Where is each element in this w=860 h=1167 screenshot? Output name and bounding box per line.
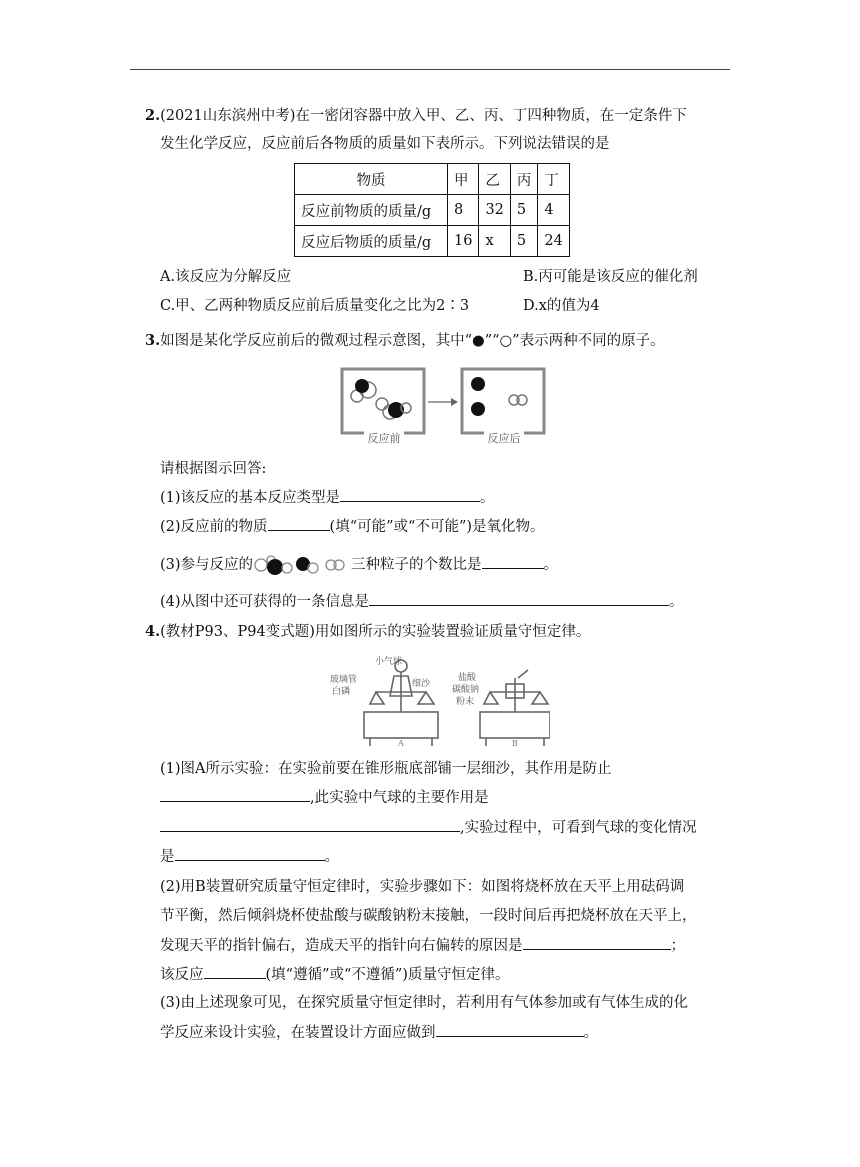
q3-answer-blank-1[interactable] [340,487,480,502]
q3-sub2-end: (填“可能”或“不可能”)是氧化物。 [329,519,545,535]
q2-option-d[interactable]: D.x的值为4 [523,298,600,314]
q2-line1 [145,106,687,126]
q3-sub4-end: 。 [669,594,684,610]
q2-option-c[interactable]: C.甲、乙两种物质反应前后质量变化之比为2∶3 [160,298,470,314]
q3-sub1-end: 。 [480,490,495,506]
table-header-cell: 丙 [510,164,538,195]
apparatus-a [364,660,438,746]
q3-sub3-end: 。 [543,557,559,573]
particle-icons [253,552,351,578]
table-cell: 反应前物质的质量/g [295,195,448,226]
q2-mass-table [294,163,570,257]
table-row [295,164,570,195]
table-header-cell: 甲 [448,164,479,195]
q3-stem-line [145,331,665,351]
table-cell: 5 [510,226,538,257]
before-reaction-box [342,369,424,445]
q3-sub3-text: (3)参与反应的 [160,557,254,573]
label-sodium-carbonate: 碳酸钠 [452,685,480,695]
q4-p1-line4-text: 是 [160,849,175,865]
q4-number: 4. [145,623,161,640]
q4-p3-line2-text: 学反应来设计实验，在装置设计方面应做到 [160,1025,436,1041]
table-cell: 4 [538,195,569,226]
after-label: 反应后 [487,432,521,445]
table-header-cell: 丁 [538,164,569,195]
q4-p2-line4-text: 该反应 [160,967,204,983]
table-row [295,226,570,257]
q2-option-b[interactable]: B.丙可能是该反应的催化剂 [523,269,698,285]
label-glass-tube: 玻璃管 [330,675,358,685]
q4-p1-line2 [160,787,489,808]
q4-answer-blank-6[interactable] [436,1022,584,1037]
q4-answer-blank-5[interactable] [204,964,266,979]
q4-p1-line3 [160,817,697,838]
q4-p2-line2: 节平衡，然后倾斜烧杯使盐酸与碳酸钠粉末接触，一段时间后再把烧杯放在天平上， [160,908,697,924]
balance-apparatus-figure [330,656,550,748]
table-header-cell: 乙 [479,164,510,195]
table-row [295,195,570,226]
q4-stem-line [145,622,590,642]
q4-answer-blank-1[interactable] [160,787,310,802]
q4-p2-line3 [160,935,685,956]
q4-p1-line4-end: 。 [324,849,339,865]
q3-answer-blank-4[interactable] [369,591,669,606]
label-b: B [512,739,518,748]
label-balloon: 小气球 [375,657,403,667]
q3-sub4-text: (4)从图中还可获得的一条信息是 [160,594,370,610]
q3-sub1-text: (1)该反应的基本反应类型是 [160,490,341,506]
table-cell: 5 [510,195,538,226]
label-hydrochloric-acid: 盐酸 [458,673,477,683]
label-powder: 粉末 [456,697,475,707]
apparatus-b [480,670,550,746]
q4-p1-line3-text: ,实验过程中，可看到气球的变化情况 [460,820,697,836]
q3-sub2-text: (2)反应前的物质 [160,519,268,535]
q4-p2-line3-text: 发现天平的指针偏右，造成天平的指针向右偏转的原因是 [160,938,523,954]
q3-sub1 [160,487,495,508]
q4-p3-line2 [160,1022,598,1043]
table-cell: 24 [538,226,569,257]
q3-sub4 [160,591,684,612]
q4-p2-line4 [160,964,509,985]
q4-stem: (教材P93、P94变式题)用如图所示的实验装置验证质量守恒定律。 [160,624,591,640]
q2-stem-1: (2021山东滨州中考)在一密闭容器中放入甲、乙、丙、丁四种物质，在一定条件下 [160,108,687,124]
after-reaction-box [462,369,544,445]
q4-p2-line4-end: (填“遵循”或“不遵循”)质量守恒定律。 [265,967,510,983]
table-cell: x [479,226,510,257]
q4-p3-line2-end: 。 [583,1025,598,1041]
q4-answer-blank-4[interactable] [523,935,671,950]
q4-p2-line3-end: ； [670,938,685,954]
q3-sub2 [160,516,545,537]
q4-p1-line2-text: ,此实验中气球的主要作用是 [310,790,489,806]
before-label: 反应前 [367,432,401,445]
table-cell: 32 [479,195,510,226]
reaction-arrow [428,398,458,406]
q4-p2-line1: (2)用B装置研究质量守恒定律时，实验步骤如下：如图将烧杯放在天平上用砝码调 [160,879,685,895]
q2-number: 2. [145,107,161,124]
table-cell: 反应后物质的质量/g [295,226,448,257]
table-cell: 8 [448,195,479,226]
q3-prompt: 请根据图示回答: [160,461,267,477]
table-cell: 16 [448,226,479,257]
q4-answer-blank-3[interactable] [175,846,325,861]
q3-number: 3. [145,332,161,349]
q3-answer-blank-3[interactable] [482,554,544,569]
q4-p1-line4 [160,846,339,867]
table-header-cell: 物质 [295,164,448,195]
q2-stem-2: 发生化学反应，反应前后各物质的质量如下表所示。下列说法错误的是 [160,136,610,152]
q3-stem: 如图是某化学反应前后的微观过程示意图，其中“●”“○”表示两种不同的原子。 [160,333,665,349]
q2-option-a[interactable]: A.该反应为分解反应 [160,269,292,285]
q3-sub3-text-2: 三种粒子的个数比是 [351,557,482,573]
label-a: A [398,739,404,748]
reaction-micro-diagram [338,366,550,448]
header-rule [130,69,730,70]
label-fine-sand: 细沙 [412,679,431,689]
q4-answer-blank-2[interactable] [160,817,460,832]
q3-sub3 [160,552,558,578]
label-white-phosphorus: 白磷 [332,687,351,697]
q4-p3-line1: (3)由上述现象可见，在探究质量守恒定律时，若利用有气体参加或有气体生成的化 [160,995,689,1011]
q4-p1-line1: (1)图A所示实验：在实验前要在锥形瓶底部铺一层细沙，其作用是防止 [160,761,612,777]
q3-answer-blank-2[interactable] [268,516,330,531]
